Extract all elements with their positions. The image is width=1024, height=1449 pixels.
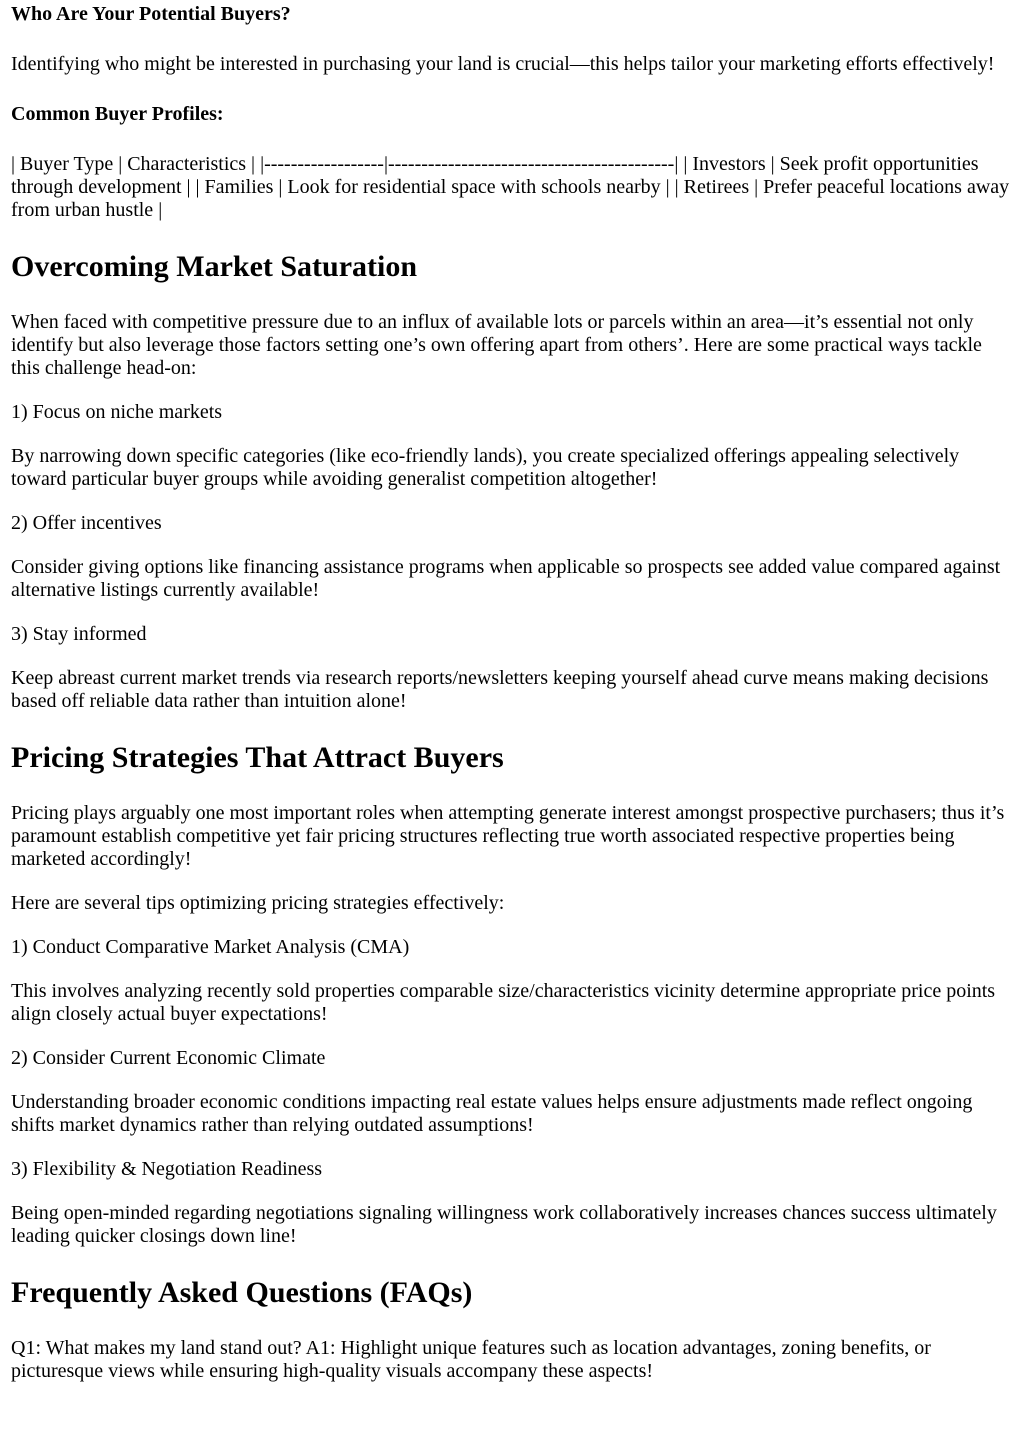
pricing-item-2-text: Understanding broader economic conditions impacting real estate values helps ensure adjustments made reflect ongoing shifts market dynamics rather than relying outdated assumptions! [11,1091,973,1136]
buyer-profiles-table-text: | Buyer Type | Characteristics | |------------------|-------------------------------------------| | Investors | Seek profit opportunities through development | | Families | Look for residential space with schools nearby | | Retirees | Prefer peaceful locations away from urban hustle | [11,153,1010,221]
buyer-profiles-subheading: Common Buyer Profiles: [11,103,224,125]
saturation-item-1-label: 1) Focus on niche markets [11,401,223,423]
buyers-heading: Who Are Your Potential Buyers? [11,3,291,25]
pricing-item-1-text: This involves analyzing recently sold properties comparable size/characteristics vicinity determine appropriate price points align closely actual buyer expectations! [11,980,996,1025]
buyers-intro: Identifying who might be interested in purchasing your land is crucial—this helps tailor your marketing efforts effectively! [11,53,995,75]
market-saturation-intro: When faced with competitive pressure due to an influx of available lots or parcels within an area—it’s essential not only identify but also leverage those factors setting one’s own offering apart from others’. Here are some practical ways tackle this challenge head-on: [11,311,982,379]
saturation-item-3-text: Keep abreast current market trends via research reports/newsletters keeping yourself ahead curve means making decisions based off reliable data rather than intuition alone! [11,667,989,712]
pricing-intro: Pricing plays arguably one most important roles when attempting generate interest amongst prospective purchasers; thus it’s paramount establish competitive yet fair pricing structures reflecting true worth associated respective properties being marketed accordingly! [11,802,1005,870]
saturation-item-2-label: 2) Offer incentives [11,512,162,534]
saturation-item-2-text: Consider giving options like financing assistance programs when applicable so prospects see added value compared against alternative listings currently available! [11,556,1001,601]
market-saturation-heading: Overcoming Market Saturation [11,250,418,283]
pricing-strategies-heading: Pricing Strategies That Attract Buyers [11,741,504,774]
pricing-tips-intro: Here are several tips optimizing pricing strategies effectively: [11,892,505,914]
faq-q1: Q1: What makes my land stand out? A1: Highlight unique features such as location advantages, zoning benefits, or picturesque views while ensuring high-quality visuals accompany these aspects! [11,1337,931,1382]
saturation-item-1-text: By narrowing down specific categories (like eco-friendly lands), you create specialized offerings appealing selectively toward particular buyer groups while avoiding generalist competition altogether! [11,445,960,490]
faq-heading: Frequently Asked Questions (FAQs) [11,1276,473,1309]
pricing-item-3-text: Being open-minded regarding negotiations signaling willingness work collaboratively increases chances success ultimately leading quicker closings down line! [11,1202,997,1247]
pricing-item-2-label: 2) Consider Current Economic Climate [11,1047,326,1069]
pricing-item-1-label: 1) Conduct Comparative Market Analysis (CMA) [11,936,410,958]
pricing-item-3-label: 3) Flexibility & Negotiation Readiness [11,1158,323,1180]
saturation-item-3-label: 3) Stay informed [11,623,147,645]
article [0,3,1024,1383]
